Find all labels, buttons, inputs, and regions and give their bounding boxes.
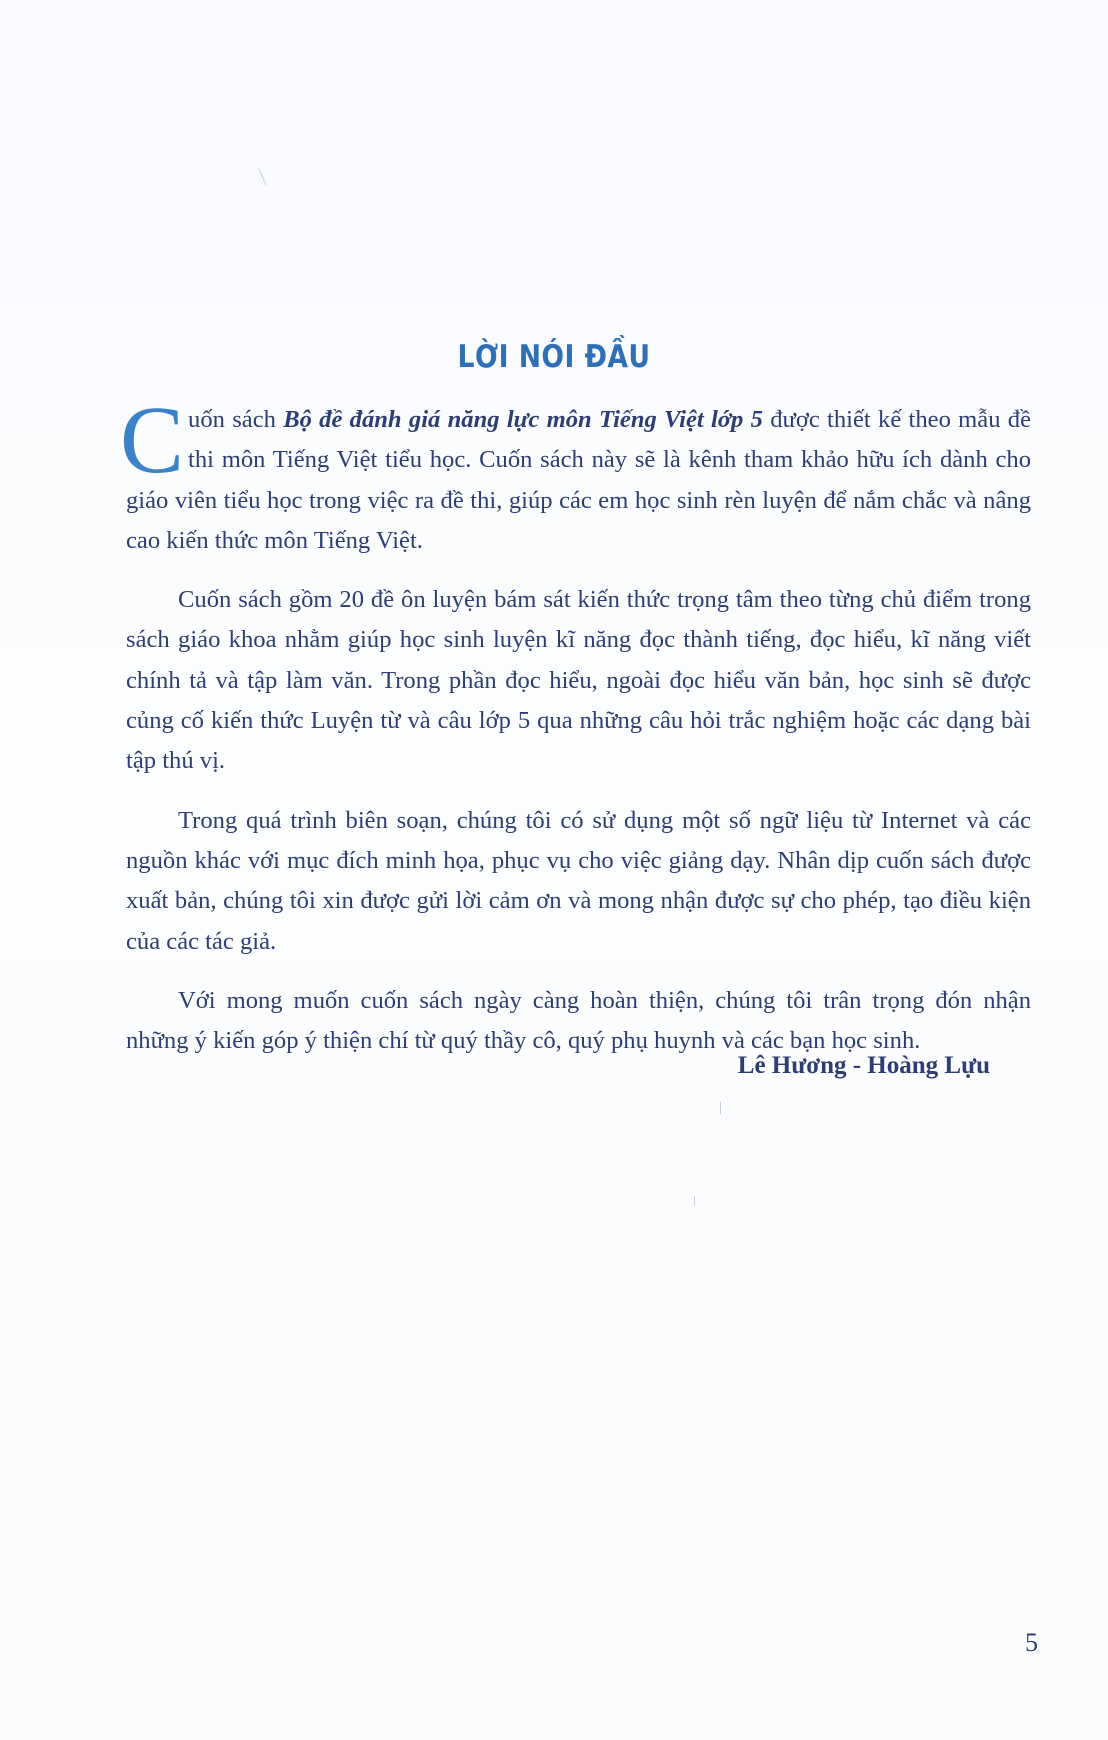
paper-scan-mark (720, 1102, 721, 1114)
paragraph-1-rest: được thiết kế theo mẫu đề thi môn Tiếng Việt tiểu học. Cuốn sách này sẽ là kênh tham khảo hữu ích dành cho giáo viên tiểu học trong việc ra đề thi, giúp các em học sinh rèn luyện để nắm chắc và nâng cao kiến thức môn Tiếng Việt. (126, 406, 1031, 554)
preface-paragraph-3: Trong quá trình biên soạn, chúng tôi có sử dụng một số ngữ liệu từ Internet và các nguồn khác với mục đích minh họa, phục vụ cho việc giảng dạy. Nhân dịp cuốn sách được xuất bản, chúng tôi xin được gửi lời cảm ơn và mong nhận được sự cho phép, tạo điều kiện của các tác giả. (126, 806, 1031, 955)
page-number: 5 (1025, 1628, 1038, 1657)
preface-paragraph-2: Cuốn sách gồm 20 đề ôn luyện bám sát kiến thức trọng tâm theo từng chủ điểm trong sách giáo khoa nhằm giúp học sinh luyện kĩ năng đọc thành tiếng, đọc hiểu, kĩ năng viết chính tả và tập làm văn. Trong phần đọc hiểu, ngoài đọc hiểu văn bản, học sinh sẽ được củng cố kiến thức Luyện từ và câu lớp 5 qua những câu hỏi trắc nghiệm hoặc các dạng bài tập thú vị. (126, 586, 1031, 775)
paper-scan-mark (694, 1196, 695, 1206)
author-signature: Lê Hương - Hoàng Lựu (737, 1052, 990, 1079)
preface-paragraph-4: Với mong muốn cuốn sách ngày càng hoàn thiện, chúng tôi trân trọng đón nhận những ý kiến góp ý thiện chí từ quý thầy cô, quý phụ huynh và các bạn học sinh. (126, 986, 1031, 1055)
drop-cap: C (120, 386, 185, 493)
preface-paragraph-1 (120, 386, 1031, 561)
preface-body (120, 386, 1031, 1080)
paper-scan-mark (258, 169, 267, 186)
book-title: Bộ đề đánh giá năng lực môn Tiếng Việt lớp 5 (283, 406, 763, 433)
page-title: LỜI NÓI ĐẦU (457, 338, 651, 375)
paragraph-1-lead: uốn sách (188, 406, 284, 433)
